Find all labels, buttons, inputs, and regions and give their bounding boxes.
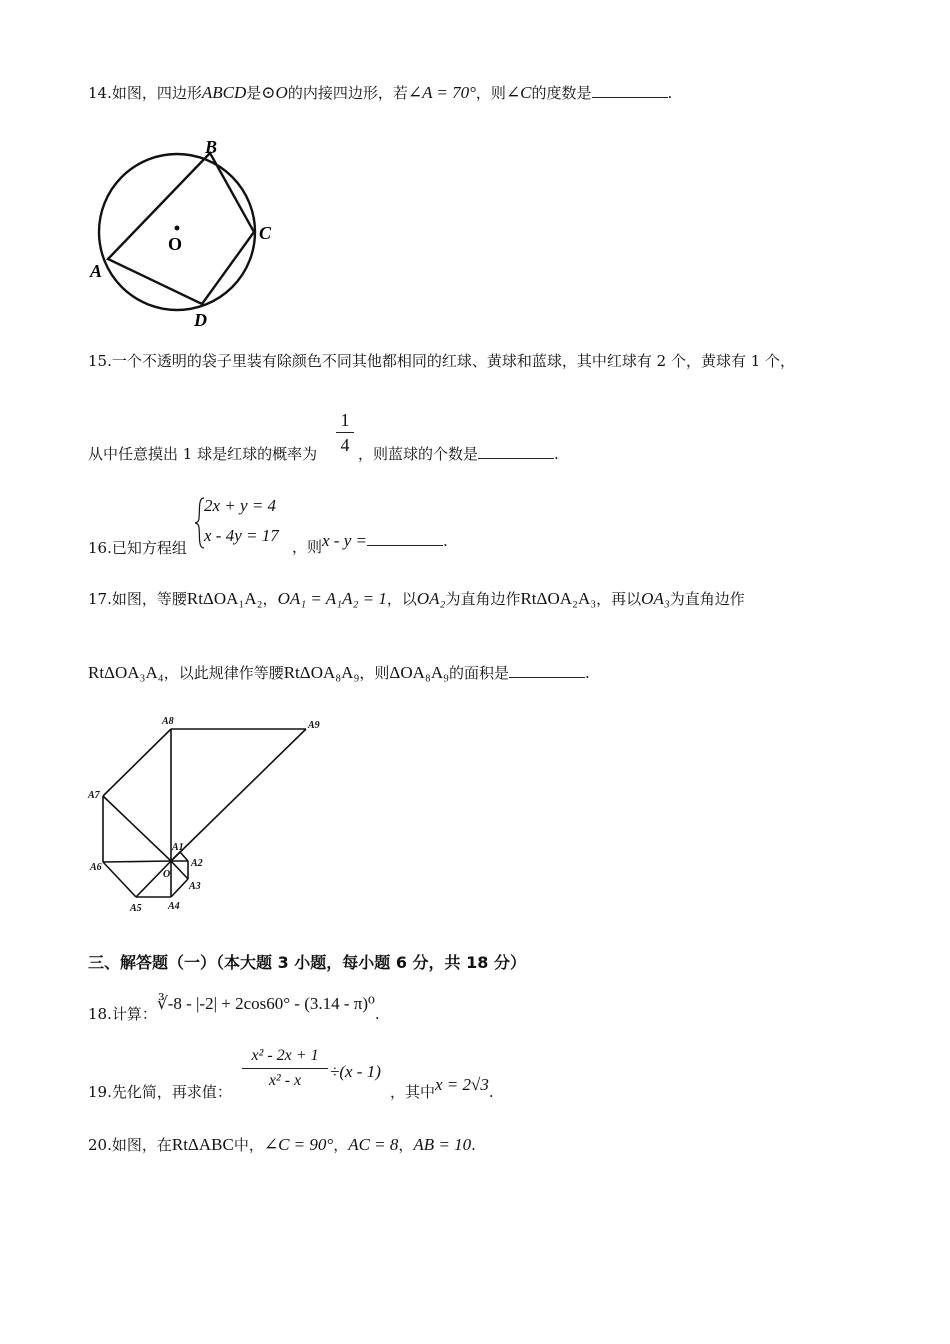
seg-a7-a8 [103, 729, 171, 796]
q14-abcd: ABCD [201, 83, 247, 102]
q18-expr: ∛-8 - |-2| + 2cos60° - (3.14 - π)⁰ [156, 994, 375, 1013]
q17-text-3: ，再以 [596, 590, 642, 608]
q16-end: . [443, 532, 448, 550]
label-a3: A3 [189, 881, 201, 892]
q19-div: ÷(x - 1) [330, 1062, 381, 1081]
q16-eq2: x - 4y = 17 [204, 526, 279, 545]
q19-divisor [330, 1062, 381, 1082]
q17-triangle-2: RtΔOA₂A₃ [520, 589, 597, 608]
q19-frac-den: x² - x [268, 1072, 302, 1089]
q17-triangle-8b: ΔOA₈A₉ [389, 663, 450, 682]
center-point [175, 226, 180, 231]
label-a2: A2 [191, 858, 203, 869]
q17-text-1: ，以 [386, 590, 417, 608]
label-a1: A1 [172, 842, 184, 853]
question-15-line-2 [88, 443, 317, 464]
q19-text-1: ，其中 [390, 1083, 436, 1101]
q17-oa2: OA₂ [416, 589, 446, 608]
q15-answer-blank [478, 444, 554, 459]
q19-fraction [242, 1046, 328, 1091]
label-c: C [259, 223, 272, 243]
seg-a3-a4 [171, 879, 188, 897]
q20-side-ab: AB = 10 [413, 1135, 472, 1154]
q15-text-2: ，则蓝球的个数是 [358, 445, 479, 463]
q14-text-5: 的度数是 [531, 84, 592, 102]
q14-number: 14. [88, 84, 112, 102]
label-a8: A8 [162, 716, 174, 727]
q20-sep-1: ， [333, 1136, 349, 1154]
label-a7: A7 [88, 790, 100, 801]
seg-a5-a6 [103, 862, 136, 897]
q15-frac-num: 1 [340, 410, 350, 430]
seg-o-a7 [103, 796, 171, 861]
q17-text-5: ，以此规律作等腰 [163, 664, 284, 682]
label-d: D [194, 310, 207, 330]
question-14 [88, 82, 672, 103]
q17-text-7: 的面积是 [449, 664, 510, 682]
label-a5: A5 [130, 903, 142, 914]
q17-end: . [585, 664, 590, 682]
q14-text-1: 如图，四边形 [111, 84, 202, 102]
label-a9: A9 [308, 720, 320, 731]
q17-oa3: OA₃ [641, 589, 670, 608]
question-16-rest [292, 530, 448, 556]
q17-answer-blank [509, 663, 585, 678]
label-a4: A4 [168, 901, 180, 912]
q19-number: 19.先化简，再求值： [88, 1083, 232, 1101]
question-20 [88, 1134, 476, 1155]
q19-end: . [488, 1083, 494, 1101]
label-o: O [168, 234, 183, 254]
q14-end: . [667, 84, 673, 102]
q15-fraction [336, 410, 354, 455]
label-b: B [205, 137, 218, 157]
question-17-line-2 [88, 662, 590, 683]
q17-number: 17.如图，等腰 [88, 590, 187, 608]
q15-text-1: 从中任意摸出 1 球是红球的概率为 [88, 445, 318, 463]
question-17-line-1: 17.如图，等腰RtΔOA₁A₂，OA₁ = A₁A₂ = 1，以OA₂为直角边作RtΔOA₂A₃，再以OA₃为直角边作 [88, 589, 745, 608]
q20-angle: ∠C = 90° [263, 1135, 334, 1154]
question-19-rest [390, 1074, 494, 1101]
q18-end: . [374, 1005, 380, 1023]
q14-angle-c: ∠C [505, 83, 532, 102]
q18-number: 18.计算： [88, 1005, 157, 1023]
q17-text-6: ，则 [359, 664, 390, 682]
seg-o-a6 [103, 861, 171, 862]
q17-triangle-8: RtΔOA₈A₉ [283, 663, 360, 682]
figure-14-inscribed-quadrilateral [82, 132, 292, 337]
q20-end: . [471, 1136, 476, 1154]
figure-17-triangle-spiral [84, 712, 334, 917]
q16-eq1: 2x + y = 4 [204, 496, 277, 515]
q14-angle-a: ∠A = 70° [407, 83, 476, 102]
q16-number: 16.已知方程组 [88, 539, 187, 557]
q15-frac-den: 4 [340, 435, 350, 455]
q17-triangle-1: RtΔOA₁A₂ [186, 589, 263, 608]
q15-line-2-rest [358, 443, 559, 464]
q14-answer-blank [592, 83, 668, 98]
q17-triangle-3: RtΔOA₃A₄ [88, 663, 164, 682]
section-3-heading: 三、解答题（一）（本大题 3 小题，每小题 6 分，共 18 分） [88, 953, 526, 972]
q16-answer-blank [367, 531, 443, 546]
circle [99, 154, 255, 310]
seg-a1-a2 [180, 852, 188, 861]
q17-text-4: 为直角边作 [669, 590, 745, 608]
seg-o-a9 [171, 729, 306, 861]
q20-number: 20.如图，在 [88, 1136, 172, 1154]
q20-sep-2: ， [398, 1136, 414, 1154]
q17-text-2: 为直角边作 [445, 590, 521, 608]
question-18 [88, 994, 380, 1024]
label-a6: A6 [90, 862, 102, 873]
q20-triangle: RtΔABC [171, 1135, 234, 1154]
q14-text-4: ，则 [475, 84, 506, 102]
q16-expr: x - y = [322, 531, 367, 550]
q15-line-1: 15.一个不透明的袋子里装有除颜色不同其他都相同的红球、黄球和蓝球，其中红球有 2 个，黄球有 1 个， [88, 352, 796, 370]
q14-text-3: 的内接四边形，若 [287, 84, 408, 102]
q19-frac-num: x² - 2x + 1 [251, 1047, 319, 1064]
q16-text-1: ，则 [292, 538, 323, 556]
q20-text-1: 中， [233, 1136, 264, 1154]
q17-condition: OA₁ = A₁A₂ = 1 [277, 589, 387, 608]
q15-end: . [554, 445, 559, 463]
q14-circle-o: ⊙O [261, 83, 288, 102]
label-a: A [90, 261, 103, 281]
q20-side-ac: AC = 8 [348, 1135, 399, 1154]
label-o: O [163, 869, 171, 880]
seg-o-a3 [171, 861, 188, 879]
seg-o-a1 [171, 852, 180, 861]
q19-condition: x = 2√3 [435, 1075, 489, 1094]
q14-text-2: 是 [246, 84, 262, 102]
